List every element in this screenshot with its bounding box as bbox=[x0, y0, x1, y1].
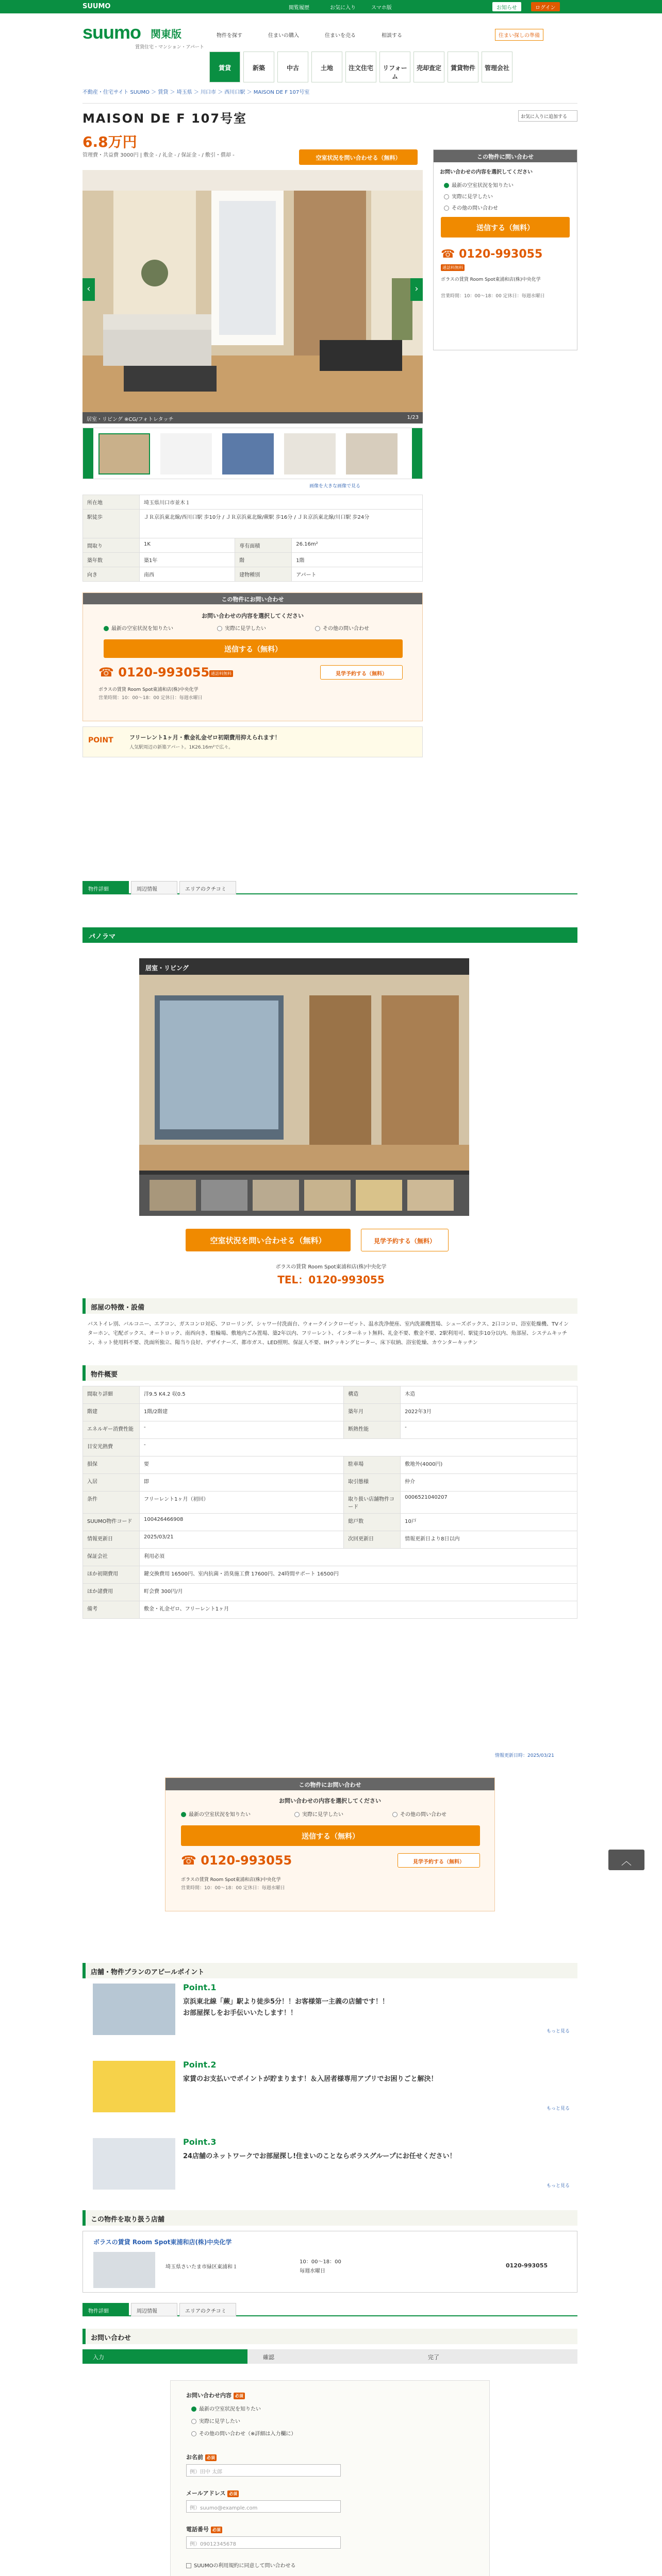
overview-v: - bbox=[140, 1439, 577, 1456]
point2-label: Point.2 bbox=[183, 2060, 217, 2070]
main-photo[interactable] bbox=[82, 170, 423, 412]
top-link-history[interactable]: 閲覧履歴 bbox=[289, 5, 309, 11]
point1-body: お部屋探しをお手伝いいたします！！ bbox=[183, 2009, 297, 2017]
overview-table bbox=[82, 1386, 577, 1619]
overview-h: 情報更新日 bbox=[83, 1531, 140, 1549]
thumbnail[interactable] bbox=[201, 1180, 247, 1211]
point3-label: Point.3 bbox=[183, 2137, 217, 2147]
summary-v: 1階 bbox=[292, 553, 423, 567]
summary-v: ＪＲ京浜東北線/西川口駅 歩10分 / ＪＲ京浜東北線/蕨駅 歩16分 / ＪＲ京浜東北線/川口駅 歩24分 bbox=[140, 510, 423, 538]
summary-v: 1K bbox=[140, 538, 235, 553]
overview-v: 0006521040207 bbox=[401, 1492, 577, 1514]
inquiry-box bbox=[82, 592, 423, 721]
inquiry2-question: お問い合わせの内容を選択してください bbox=[279, 1798, 381, 1804]
panorama-image bbox=[139, 975, 469, 1171]
overview-h: 築年月 bbox=[344, 1404, 401, 1421]
inquiry2-tel[interactable]: ☎ 0120-993055 bbox=[181, 1853, 292, 1868]
summary-h: 専有面積 bbox=[235, 538, 292, 553]
inquiry-option[interactable]: 実際に見学したい bbox=[217, 624, 266, 632]
overview-v: - bbox=[140, 1421, 344, 1439]
radio-icon[interactable] bbox=[191, 2419, 196, 2424]
form-header: お問い合わせ bbox=[82, 2329, 577, 2344]
overview-v: 利用必須 bbox=[140, 1549, 577, 1566]
tab-detail[interactable]: 物件詳細 bbox=[82, 2303, 129, 2316]
nav-item[interactable]: 売却査定 bbox=[413, 52, 444, 82]
radio-icon[interactable] bbox=[104, 626, 109, 631]
nav-item[interactable]: 土地 bbox=[311, 52, 342, 82]
overview-v: 敷地外(4000円) bbox=[401, 1456, 577, 1474]
shop-closed: 毎週水曜日 bbox=[300, 2268, 325, 2274]
q-label: お問い合わせ内容 必須 bbox=[186, 2391, 245, 2399]
mail-input[interactable]: 例）suumo@example.com bbox=[186, 2500, 341, 2513]
top-link-smartphone[interactable]: スマホ版 bbox=[371, 5, 392, 11]
site-logo[interactable]: suumo bbox=[82, 22, 141, 43]
panorama-shop: ボラスの賃貸 Room Spot東浦和店(株)中央化学 bbox=[275, 1264, 387, 1270]
side-shop: ボラスの賃貸 Room Spot東浦和店(株)中央化学 bbox=[441, 277, 541, 282]
radio-icon[interactable] bbox=[294, 1812, 300, 1817]
phone-icon: ☎ bbox=[98, 665, 114, 680]
overview-v: 即 bbox=[140, 1474, 344, 1492]
header-link-buy[interactable]: 住まいの購入 bbox=[268, 33, 299, 39]
step-input: 入力 bbox=[82, 2349, 247, 2364]
inquiry-option[interactable]: その他の問い合わせ bbox=[315, 624, 369, 632]
overview-v: 木造 bbox=[401, 1386, 577, 1404]
inquiry-header: この物件にお問い合わせ bbox=[83, 593, 422, 604]
overview-v: 町会費 300円/月 bbox=[140, 1584, 577, 1601]
form-option[interactable]: 最新の空室状況を知りたい bbox=[191, 2404, 261, 2412]
side-option[interactable]: 実際に見学したい bbox=[444, 192, 493, 200]
prepare-button[interactable]: 住まい探しの準備 bbox=[495, 29, 543, 41]
visit-reserve-button[interactable]: 見学予約する（無料） bbox=[320, 665, 403, 680]
overview-h: 損保 bbox=[83, 1456, 140, 1474]
nav-item[interactable]: 管理会社 bbox=[482, 52, 512, 82]
overview-h: 総戸数 bbox=[344, 1514, 401, 1531]
overview-v: 洋9.5 K4.2 収0.5 bbox=[140, 1386, 344, 1404]
summary-h: 階 bbox=[235, 553, 292, 567]
features-header: 部屋の特徴・設備 bbox=[82, 1298, 577, 1314]
overview-v: 2025/03/21 bbox=[140, 1531, 344, 1549]
agree-row[interactable]: SUUMOの利用規約に同意して問い合わせる bbox=[186, 2561, 296, 2569]
summary-v: 南西 bbox=[140, 567, 235, 582]
inquiry2-hours: 営業時間：10：00～18：00 定休日：毎週水曜日 bbox=[181, 1886, 285, 1891]
radio-icon[interactable] bbox=[444, 194, 449, 199]
nav-item[interactable]: 新築 bbox=[243, 52, 274, 82]
checkbox-icon[interactable] bbox=[186, 2563, 191, 2568]
shop-tel[interactable]: 0120-993055 bbox=[506, 2262, 548, 2269]
top-link-fav[interactable]: お気に入り bbox=[330, 5, 356, 11]
side-send-button[interactable]: 送信する（無料） bbox=[441, 217, 570, 238]
inquiry-question: お問い合わせの内容を選択してください bbox=[202, 613, 304, 619]
panorama-viewer[interactable] bbox=[139, 958, 469, 1216]
point-box bbox=[82, 726, 423, 757]
shop-addr: 埼玉県さいたま市緑区東浦和１ bbox=[166, 2264, 238, 2270]
inquiry-shop: ボラスの賃貸 Room Spot東浦和店(株)中央化学 bbox=[98, 687, 198, 692]
step-confirm: 確認 bbox=[263, 2354, 274, 2361]
summary-v: 埼玉県川口市並木１ bbox=[140, 495, 423, 510]
overview-v: 2022年3月 bbox=[401, 1404, 577, 1421]
overview-h: 駐車場 bbox=[344, 1456, 401, 1474]
more-link[interactable]: もっと見る bbox=[547, 2029, 570, 2034]
panorama-thumbs bbox=[139, 1175, 469, 1216]
points-header: 店舗・物件プランのアピールポイント bbox=[82, 1963, 577, 1978]
panorama-inquiry-button[interactable]: 空室状況を問い合わせる（無料） bbox=[186, 1229, 351, 1251]
point3-title: 24店舗のネットワークでお部屋探し!住まいのことならボラスグループにお任せください！ bbox=[183, 2153, 456, 2160]
price-subinfo: 管理費・共益費 3000円 | 敷金 - / 礼金 - / 保証金 - / 敷引・償却 - bbox=[82, 152, 235, 158]
page-title: MAISON DE F 107号室 bbox=[82, 111, 247, 126]
summary-h: 所在地 bbox=[83, 495, 140, 510]
overview-v: 鍵交換費用 16500円、室内抗菌・消臭施工費 17600円、24時間サポート 16500円 bbox=[140, 1566, 577, 1584]
summary-v: 築1年 bbox=[140, 553, 235, 567]
divider bbox=[82, 103, 577, 104]
overview-h: 次回更新日 bbox=[344, 1531, 401, 1549]
point2-title: 家賃のお支払いでポイントが貯まります！＆入居者様専用アプリでお困りごと解決！ bbox=[183, 2075, 438, 2083]
radio-icon[interactable] bbox=[315, 626, 320, 631]
inquiry2-header: この物件にお問い合わせ bbox=[166, 1778, 494, 1790]
point-text: フリーレント1ヶ月・敷金礼金ゼロ初期費用抑えられます！ bbox=[129, 734, 280, 741]
point-image-2 bbox=[93, 2061, 175, 2112]
summary-h: 駅徒歩 bbox=[83, 510, 140, 538]
step-done: 完了 bbox=[428, 2354, 439, 2361]
thumbnail[interactable] bbox=[304, 1180, 351, 1211]
side-option[interactable]: その他の問い合わせ bbox=[444, 204, 498, 211]
nav-item[interactable]: 注文住宅 bbox=[345, 52, 376, 82]
toll-free-badge: 通話料無料 bbox=[441, 264, 465, 271]
tab-review[interactable]: エリアのクチコミ bbox=[179, 881, 236, 894]
overview-v: 100426466908 bbox=[140, 1514, 344, 1531]
nav-item[interactable]: リフォーム bbox=[379, 52, 410, 82]
summary-h: 築年数 bbox=[83, 553, 140, 567]
favorite-button[interactable]: お気に入りに追加する bbox=[518, 110, 577, 122]
photo-caption-bar bbox=[82, 412, 423, 423]
thumbnail-strip bbox=[82, 428, 423, 479]
summary-v: 26.16m² bbox=[292, 538, 423, 553]
side-option[interactable]: 最新の空室状況を知りたい bbox=[444, 181, 514, 189]
inquiry2-send-button[interactable]: 送信する（無料） bbox=[181, 1825, 480, 1846]
phone-icon: ☎ bbox=[441, 248, 455, 261]
overview-h: 構造 bbox=[344, 1386, 401, 1404]
thumbnail[interactable] bbox=[222, 433, 274, 474]
overview-header: 物件概要 bbox=[82, 1365, 577, 1381]
shop-header: この物件を取り扱う店舗 bbox=[82, 2210, 577, 2226]
overview-h: ほか初期費用 bbox=[83, 1566, 140, 1584]
summary-h: 建物種別 bbox=[235, 567, 292, 582]
area-title: 関東版 bbox=[151, 28, 181, 40]
radio-icon[interactable] bbox=[392, 1812, 398, 1817]
side-inquiry bbox=[433, 149, 577, 350]
tel-label: 電話番号 必須 bbox=[186, 2525, 222, 2533]
large-image-link[interactable]: 画像を大きな画像で見る bbox=[309, 484, 361, 489]
thumbnail[interactable] bbox=[150, 1180, 196, 1211]
overview-h: SUUMO物件コード bbox=[83, 1514, 140, 1531]
form-body bbox=[170, 2380, 490, 2576]
overview-h: 間取り詳細 bbox=[83, 1386, 140, 1404]
thumbnail[interactable] bbox=[98, 433, 150, 474]
nav-item[interactable]: 賃貸物件 bbox=[448, 52, 478, 82]
overview-h: 備考 bbox=[83, 1601, 140, 1619]
vacancy-inquiry-button[interactable]: 空室状況を問い合わせる（無料） bbox=[299, 149, 418, 165]
panorama-header: パノラマ bbox=[82, 927, 577, 943]
point-sub: 人気駅周辺の新築アパート。1K26.16m²で広々。 bbox=[129, 745, 234, 750]
phone-icon: ☎ bbox=[181, 1853, 196, 1868]
detail-tabs-2 bbox=[82, 2303, 577, 2316]
panorama-label: 居室・リビング bbox=[145, 964, 189, 972]
radio-icon[interactable] bbox=[217, 626, 222, 631]
shop-hours: 10：00～18：00 bbox=[300, 2259, 341, 2265]
overview-h: 条件 bbox=[83, 1492, 140, 1514]
side-tel[interactable]: ☎ 0120-993055 bbox=[441, 248, 543, 261]
tel-input[interactable]: 例）09012345678 bbox=[186, 2536, 341, 2549]
tab-review[interactable]: エリアのクチコミ bbox=[179, 2303, 236, 2316]
tab-around[interactable]: 周辺情報 bbox=[131, 881, 177, 894]
inquiry-tel[interactable]: ☎ 0120-993055 bbox=[98, 665, 210, 680]
radio-icon[interactable] bbox=[191, 2431, 196, 2436]
point-image-1 bbox=[93, 1984, 175, 2035]
rent-price: 6.8万円 bbox=[82, 133, 137, 150]
overview-h: ほか諸費用 bbox=[83, 1584, 140, 1601]
features-text: バストイレ別、バルコニー、エアコン、ガスコンロ対応、フローリング、シャワー付洗面台、ウォークインクローゼット、温水洗浄便座、室内洗濯機置場、シューズボックス、2口コンロ、浴室乾燥機、TVインターホン、宅配ボックス、オートロック、南西向き、駐輪場、敷地内ごみ置場、築2年以内、フリーレント、インターネット無料、礼金不要、敷金不要、2駅利用可、駅徒歩10分以内、角部屋、システムキッチン、ネット使用料不要、洗面所独立、陽当り良好、デザイナーズ、都市ガス、LED照明、保証人不要、IHクッキングヒーター、床下収納、浴室乾燥、カウンターキッチン bbox=[88, 1321, 569, 1346]
form-option[interactable]: 実際に見学したい bbox=[191, 2417, 240, 2425]
main-nav bbox=[209, 52, 591, 82]
overview-h: 断熱性能 bbox=[344, 1421, 401, 1439]
summary-h: 間取り bbox=[83, 538, 140, 553]
overview-v: 敷金・礼金ゼロ、フリーレント1ヶ月 bbox=[140, 1601, 577, 1619]
nav-item[interactable]: 中古 bbox=[277, 52, 308, 82]
overview-v: 情報更新日より8日以内 bbox=[401, 1531, 577, 1549]
inquiry-box-2 bbox=[165, 1777, 495, 1911]
shop-name[interactable]: ボラスの賃貸 Room Spot東浦和店(株)中央化学 bbox=[93, 2239, 232, 2246]
radio-icon[interactable] bbox=[444, 206, 449, 211]
overview-h: 目安光熱費 bbox=[83, 1439, 140, 1456]
inquiry2-option[interactable]: 最新の空室状況を知りたい bbox=[181, 1810, 251, 1818]
photo-count: 1/23 bbox=[407, 415, 419, 420]
summary-v: アパート bbox=[292, 567, 423, 582]
form-option[interactable]: その他の問い合わせ（※詳細は入力欄に） bbox=[191, 2429, 296, 2437]
header-link-sell[interactable]: 住まいを売る bbox=[325, 33, 356, 39]
point1-title: 京浜東北線「蕨」駅より徒歩5分！！お客様第一主義の店舗です！！ bbox=[183, 1998, 389, 2006]
shop-card bbox=[82, 2231, 577, 2293]
inquiry-send-button[interactable]: 送信する（無料） bbox=[104, 639, 403, 658]
overview-v: フリーレント1ヶ月（初回） bbox=[140, 1492, 344, 1514]
header-link-consult[interactable]: 相談する bbox=[382, 33, 402, 39]
tab-detail[interactable]: 物件詳細 bbox=[82, 881, 129, 894]
thumbnail[interactable] bbox=[407, 1180, 454, 1211]
inquiry2-shop: ボラスの賃貸 Room Spot東浦和店(株)中央化学 bbox=[181, 1877, 281, 1883]
form-steps bbox=[82, 2349, 577, 2364]
overview-h: 階建 bbox=[83, 1404, 140, 1421]
mail-label: メールアドレス 必須 bbox=[186, 2489, 239, 2497]
tab-around[interactable]: 周辺情報 bbox=[131, 2303, 177, 2316]
point-image-3 bbox=[93, 2138, 175, 2190]
radio-icon[interactable] bbox=[181, 1812, 186, 1817]
overview-v: 要 bbox=[140, 1456, 344, 1474]
overview-v: - bbox=[401, 1421, 577, 1439]
overview-v: 10戸 bbox=[401, 1514, 577, 1531]
thumbnail-floorplan[interactable] bbox=[160, 433, 212, 474]
breadcrumb[interactable]: 不動産・住宅サイト SUUMO ＞ 賃貸 ＞ 埼玉県 ＞ 川口市 ＞ 西川口駅 ＞ MAISON DE F 107号室 bbox=[82, 90, 310, 95]
overview-h: 取り扱い店舗物件コード bbox=[344, 1492, 401, 1514]
panorama-visit-button[interactable]: 見学予約する（無料） bbox=[361, 1229, 449, 1251]
top-bar bbox=[0, 0, 662, 13]
arrow-left-icon[interactable]: ‹ bbox=[82, 278, 95, 301]
overview-h: 入居 bbox=[83, 1474, 140, 1492]
shop-photo bbox=[93, 2252, 155, 2288]
side-question: お問い合わせの内容を選択してください bbox=[440, 170, 533, 175]
thumb-right-icon[interactable] bbox=[412, 428, 422, 479]
side-hours: 営業時間：10：00～18：00 定休日：毎週水曜日 bbox=[441, 294, 545, 299]
room-illustration bbox=[82, 170, 423, 412]
visit2-button[interactable]: 見学予約する（無料） bbox=[398, 1853, 480, 1868]
name-label: お名前 必須 bbox=[186, 2453, 217, 2461]
side-header: この物件に問い合わせ bbox=[434, 150, 577, 162]
overview-h: 保証会社 bbox=[83, 1549, 140, 1566]
summary-table bbox=[82, 495, 423, 582]
name-input[interactable]: 例）田中 太郎 bbox=[186, 2464, 341, 2477]
thumbnail[interactable] bbox=[356, 1180, 402, 1211]
thumb-left-icon[interactable] bbox=[83, 428, 93, 479]
inquiry-hours: 営業時間：10：00～18：00 定休日：毎週水曜日 bbox=[98, 696, 203, 701]
up-arrow-icon[interactable]: ︿ bbox=[608, 1850, 644, 1870]
top-brand[interactable]: SUUMO bbox=[82, 3, 111, 10]
point-label: POINT bbox=[88, 736, 113, 744]
radio-icon[interactable] bbox=[191, 2406, 196, 2412]
photo-caption: 居室・リビング ※CG/フォトレタッチ bbox=[87, 417, 174, 422]
thumbnail[interactable] bbox=[284, 433, 336, 474]
overview-v: 1階/2階建 bbox=[140, 1404, 344, 1421]
overview-note: 情報更新日時：2025/03/21 bbox=[495, 1753, 554, 1758]
point1-label: Point.1 bbox=[183, 1982, 217, 1992]
more-link[interactable]: もっと見る bbox=[547, 2183, 570, 2189]
radio-icon[interactable] bbox=[444, 183, 449, 188]
arrow-right-icon[interactable]: › bbox=[410, 278, 423, 301]
more-link[interactable]: もっと見る bbox=[547, 2106, 570, 2111]
summary-h: 向き bbox=[83, 567, 140, 582]
thumbnail[interactable] bbox=[346, 433, 398, 474]
inquiry2-option[interactable]: 実際に見学したい bbox=[294, 1810, 343, 1818]
overview-h: エネルギー消費性能 bbox=[83, 1421, 140, 1439]
thumbnail[interactable] bbox=[253, 1180, 299, 1211]
inquiry2-option[interactable]: その他の問い合わせ bbox=[392, 1810, 446, 1818]
panorama-tel[interactable]: TEL：0120-993055 bbox=[277, 1274, 385, 1286]
inquiry-option[interactable]: 最新の空室状況を知りたい bbox=[104, 624, 173, 632]
detail-tabs bbox=[82, 881, 577, 894]
header-link-search[interactable]: 物件を探す bbox=[217, 33, 242, 39]
info-button[interactable]: お知らせ bbox=[492, 2, 521, 11]
area-subtitle: 賃貸住宅・マンション・アパート bbox=[135, 45, 204, 50]
login-button[interactable]: ログイン bbox=[531, 2, 560, 11]
toll-free-badge: 通話料無料 bbox=[209, 670, 233, 677]
overview-v: 仲介 bbox=[401, 1474, 577, 1492]
nav-item[interactable]: 賃貸 bbox=[209, 52, 240, 82]
overview-h: 取引態様 bbox=[344, 1474, 401, 1492]
